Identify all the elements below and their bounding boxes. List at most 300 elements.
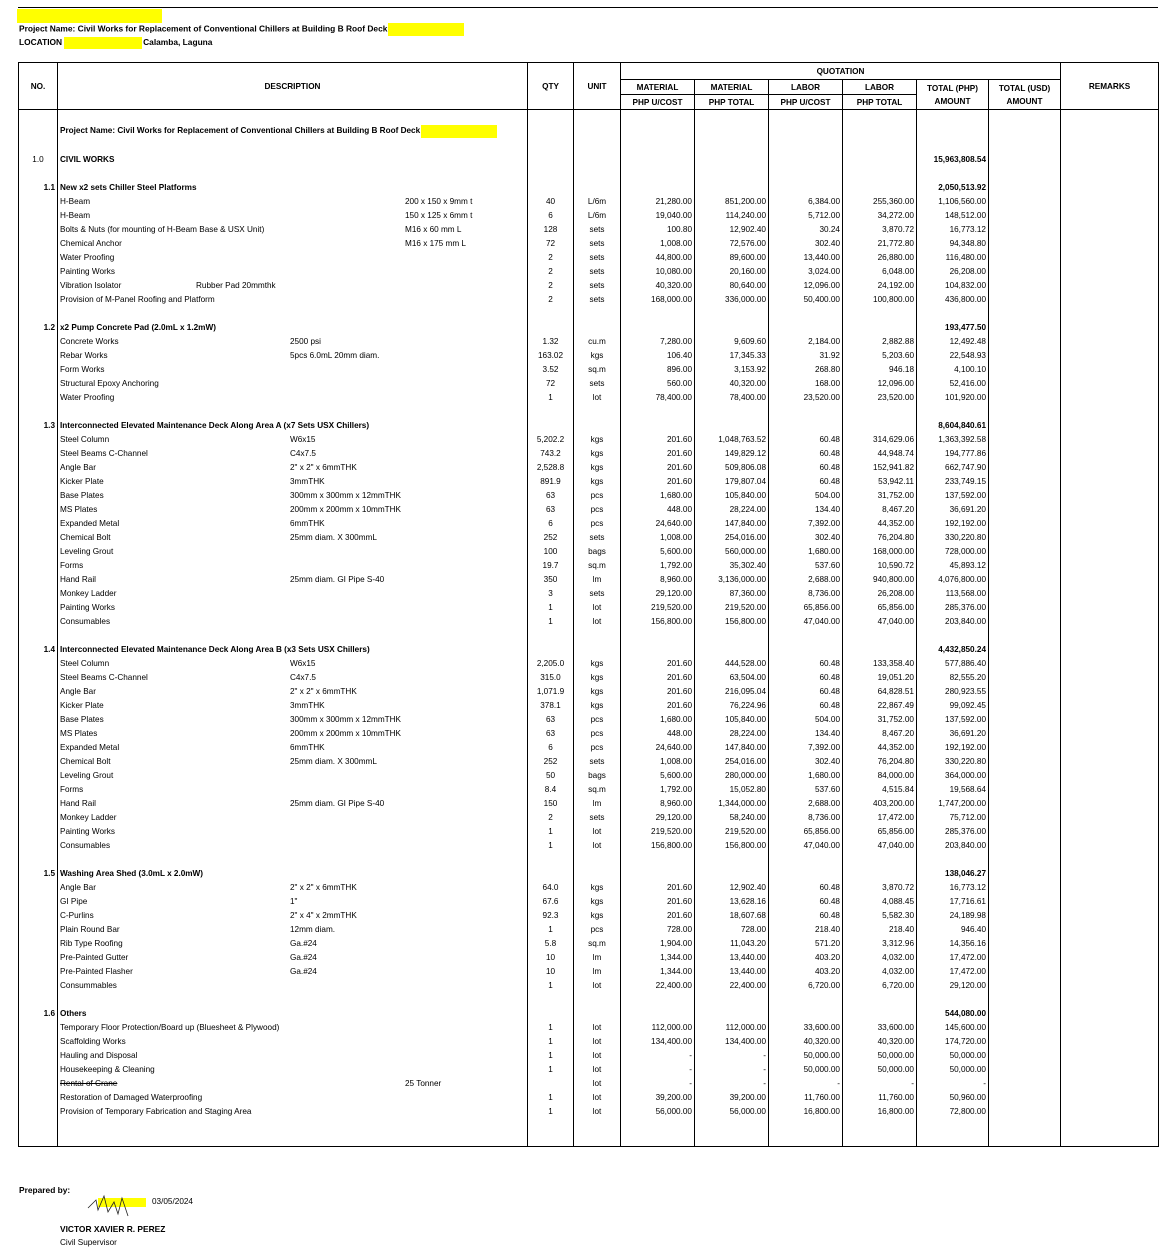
item-unit: pcs [574,726,621,740]
empty-cell [769,306,843,320]
material-unit-cost: - [621,1062,695,1076]
empty-cell [1061,1020,1159,1034]
item-description [58,334,528,348]
empty-cell [695,852,769,866]
empty-cell [1061,628,1159,642]
labor-total: 65,856.00 [843,824,917,838]
item-qty: 2,205.0 [528,656,574,670]
empty-cell [1061,194,1159,208]
item-spec: 200mm x 200mm x 10mmTHK [290,728,402,738]
item-unit: sets [574,236,621,250]
empty-cell [989,838,1061,852]
material-unit-cost: 1,680.00 [621,712,695,726]
item-spec: 25mm diam. X 300mmL [290,532,377,542]
material-unit-cost: 56,000.00 [621,1104,695,1118]
empty-cell [528,306,574,320]
item-unit: sq.m [574,558,621,572]
item-spec: 3mmTHK [290,476,325,486]
line-item-row [19,488,1159,502]
item-unit: lot [574,824,621,838]
item-description [58,978,528,992]
empty-cell [621,166,695,180]
empty-cell [528,320,574,334]
item-description-wrap [60,825,525,838]
item-total-php: 116,480.00 [917,250,989,264]
material-total: 560,000.00 [695,544,769,558]
material-total: - [695,1062,769,1076]
empty-cell [917,404,989,418]
line-item-row [19,782,1159,796]
col-material-ucost-header: MATERIAL [621,80,695,95]
redacted-highlight [64,37,142,49]
material-total: 728.00 [695,922,769,936]
labor-unit-cost: 47,040.00 [769,614,843,628]
col-material-total-header: MATERIAL [695,80,769,95]
labor-total: 8,467.20 [843,502,917,516]
item-description [58,222,528,236]
empty-cell [19,894,58,908]
item-description [58,908,528,922]
item-description [58,278,528,292]
item-unit: sets [574,278,621,292]
item-description [58,530,528,544]
item-description [58,250,528,264]
col-material-total-sub: PHP TOTAL [695,95,769,110]
empty-cell [528,1132,574,1147]
empty-cell [19,796,58,810]
line-item-row [19,768,1159,782]
empty-cell [843,852,917,866]
empty-cell [989,152,1061,166]
item-qty: 378.1 [528,698,574,712]
line-item-row [19,446,1159,460]
empty-cell [19,572,58,586]
item-unit: kgs [574,432,621,446]
spacer-row [19,138,1159,152]
line-item-row [19,726,1159,740]
labor-total: 12,096.00 [843,376,917,390]
labor-unit-cost: 571.20 [769,936,843,950]
header-row [19,63,1159,80]
item-qty: 63 [528,502,574,516]
labor-total: 50,000.00 [843,1062,917,1076]
item-qty: 891.9 [528,474,574,488]
empty-cell [843,1118,917,1132]
item-spec: 3mmTHK [290,700,325,710]
empty-cell [528,642,574,656]
item-unit: sets [574,810,621,824]
item-unit: lot [574,1034,621,1048]
line-item-row [19,922,1159,936]
material-total: 3,136,000.00 [695,572,769,586]
material-total: 12,902.40 [695,222,769,236]
item-name: Painting Works [60,826,115,836]
item-description-wrap [60,489,525,502]
item-spec: Rubber Pad 20mmthk [196,280,276,290]
item-spec: 5pcs 6.0mL 20mm diam. [290,350,380,360]
item-qty: 1 [528,824,574,838]
empty-cell [19,852,58,866]
item-name: Water Proofing [60,392,115,402]
empty-cell [1061,432,1159,446]
material-total: 216,095.04 [695,684,769,698]
material-total: 78,400.00 [695,390,769,404]
section-title: CIVIL WORKS [58,152,528,166]
labor-unit-cost: 60.48 [769,698,843,712]
item-unit: kgs [574,880,621,894]
empty-cell [19,166,58,180]
item-total-php: 16,773.12 [917,222,989,236]
item-description [58,446,528,460]
item-qty: 1.32 [528,334,574,348]
material-unit-cost: 201.60 [621,698,695,712]
item-total-php: 203,840.00 [917,838,989,852]
empty-cell [989,110,1061,125]
col-labor-ucost-sub: PHP U/COST [769,95,843,110]
empty-cell [695,152,769,166]
empty-cell [19,1132,58,1147]
item-spec: 2" x 2" x 6mmTHK [290,462,357,472]
item-qty: 2 [528,264,574,278]
item-total-php: - [917,1076,989,1090]
item-unit: sets [574,586,621,600]
labor-total: 33,600.00 [843,1020,917,1034]
preparer-title: Civil Supervisor [60,1238,117,1247]
item-qty [528,1076,574,1090]
item-qty: 100 [528,544,574,558]
empty-cell [989,502,1061,516]
empty-cell [19,1076,58,1090]
item-qty: 350 [528,572,574,586]
line-item-row [19,600,1159,614]
item-name: MS Plates [60,504,98,514]
empty-cell [58,1118,528,1132]
project-name-text: Project Name: Civil Works for Replacement of Conventional Chillers at Building B Roof Deck [60,126,421,136]
empty-cell [989,1020,1061,1034]
item-name: Rental of Crane [60,1078,118,1088]
item-description [58,964,528,978]
item-total-php: 29,120.00 [917,978,989,992]
empty-cell [1061,278,1159,292]
item-qty: 8.4 [528,782,574,796]
empty-cell [1061,1104,1159,1118]
item-description [58,390,528,404]
item-description-wrap [60,741,525,754]
line-item-row [19,740,1159,754]
item-unit: sets [574,754,621,768]
empty-cell [1061,768,1159,782]
item-name: Leveling Grout [60,546,114,556]
labor-total: 21,772.80 [843,236,917,250]
empty-cell [989,992,1061,1006]
item-total-php: 36,691.20 [917,502,989,516]
material-unit-cost: 112,000.00 [621,1020,695,1034]
labor-unit-cost: 65,856.00 [769,824,843,838]
labor-total: 4,032.00 [843,964,917,978]
labor-unit-cost: 50,000.00 [769,1048,843,1062]
item-description [58,656,528,670]
item-description [58,950,528,964]
item-total-php: 137,592.00 [917,488,989,502]
item-name: Steel Beams C-Channel [60,448,148,458]
item-unit: cu.m [574,334,621,348]
empty-cell [19,544,58,558]
labor-total: 47,040.00 [843,614,917,628]
item-name: Steel Column [60,658,110,668]
item-spec: M16 x 60 mm L [405,224,462,234]
empty-cell [1061,1118,1159,1132]
line-item-row [19,236,1159,250]
location-header [19,37,212,49]
total-usd-amount-label: AMOUNT [1006,96,1043,106]
empty-cell [843,152,917,166]
empty-cell [19,558,58,572]
line-item-row [19,614,1159,628]
line-item-row [19,1062,1159,1076]
item-description-wrap [60,937,525,950]
item-description-wrap [60,503,525,516]
item-unit: lm [574,796,621,810]
material-unit-cost: 5,600.00 [621,544,695,558]
empty-cell [989,376,1061,390]
empty-cell [621,866,695,880]
item-qty: 2 [528,292,574,306]
empty-cell [1061,264,1159,278]
material-unit-cost: 106.40 [621,348,695,362]
empty-cell [19,194,58,208]
item-description [58,712,528,726]
line-item-row [19,978,1159,992]
empty-cell [843,992,917,1006]
section-row [19,418,1159,432]
material-unit-cost: 448.00 [621,502,695,516]
section-row [19,642,1159,656]
empty-cell [19,600,58,614]
labor-unit-cost: 504.00 [769,712,843,726]
item-description [58,544,528,558]
labor-total: 65,856.00 [843,600,917,614]
labor-total: 940,800.00 [843,572,917,586]
material-unit-cost: 8,960.00 [621,796,695,810]
empty-cell [19,740,58,754]
item-description-wrap [60,265,525,278]
project-name-row [58,124,528,138]
item-total-php: 1,747,200.00 [917,796,989,810]
item-spec: 6mmTHK [290,742,325,752]
location-label: LOCATION [19,37,63,48]
line-item-row [19,208,1159,222]
empty-cell [1061,712,1159,726]
empty-cell [989,180,1061,194]
item-unit: L/6m [574,208,621,222]
col-quotation-header: QUOTATION [621,63,1061,80]
item-unit: lm [574,964,621,978]
material-unit-cost: 168,000.00 [621,292,695,306]
item-qty: 150 [528,796,574,810]
item-spec: Ga.#24 [290,966,317,976]
empty-cell [695,110,769,125]
item-name: Consumables [60,840,111,850]
material-unit-cost: 201.60 [621,894,695,908]
empty-cell [528,866,574,880]
empty-cell [1061,222,1159,236]
item-description-wrap [60,335,525,348]
empty-cell [1061,936,1159,950]
material-total: 56,000.00 [695,1104,769,1118]
empty-cell [989,684,1061,698]
empty-cell [695,306,769,320]
empty-cell [769,180,843,194]
item-qty: 1,071.9 [528,684,574,698]
item-qty: 1 [528,390,574,404]
material-total: 15,052.80 [695,782,769,796]
item-description-wrap [60,951,525,964]
section-no: 1.2 [19,320,58,334]
line-item-row [19,712,1159,726]
labor-total: - [843,1076,917,1090]
line-item-row [19,264,1159,278]
empty-cell [19,614,58,628]
empty-cell [1061,376,1159,390]
empty-cell [621,418,695,432]
item-total-php: 14,356.16 [917,936,989,950]
empty-cell [19,670,58,684]
empty-cell [19,1062,58,1076]
empty-cell [989,194,1061,208]
item-total-php: 174,720.00 [917,1034,989,1048]
total-usd-label: TOTAL (USD) [998,83,1051,93]
empty-cell [1061,250,1159,264]
labor-total: 4,088.45 [843,894,917,908]
labor-total: 24,192.00 [843,278,917,292]
empty-cell [19,474,58,488]
line-item-row [19,278,1159,292]
empty-cell [19,1090,58,1104]
item-description-wrap [60,965,525,978]
item-description [58,1020,528,1034]
empty-cell [1061,1034,1159,1048]
item-spec: 200mm x 200mm x 10mmTHK [290,504,402,514]
item-description-wrap [60,1049,525,1062]
empty-cell [989,824,1061,838]
empty-cell [917,1132,989,1147]
material-total: 280,000.00 [695,768,769,782]
labor-unit-cost: 268.80 [769,362,843,376]
empty-cell [989,1104,1061,1118]
item-description-wrap [60,1035,525,1048]
item-total-php: 285,376.00 [917,824,989,838]
item-name: Hand Rail [60,798,96,808]
item-description [58,796,528,810]
item-unit: pcs [574,488,621,502]
labor-unit-cost: 168.00 [769,376,843,390]
empty-cell [58,1132,528,1147]
empty-cell [769,152,843,166]
item-total-php: 12,492.48 [917,334,989,348]
empty-cell [989,1090,1061,1104]
empty-cell [19,838,58,852]
item-spec: Ga.#24 [290,938,317,948]
material-total: 3,153.92 [695,362,769,376]
item-total-php: 19,568.64 [917,782,989,796]
labor-total: 47,040.00 [843,838,917,852]
empty-cell [1061,992,1159,1006]
section-total: 8,604,840.61 [917,418,989,432]
empty-cell [19,278,58,292]
labor-total: 44,352.00 [843,516,917,530]
item-name: Provision of M-Panel Roofing and Platform [60,294,215,304]
item-qty: 743.2 [528,446,574,460]
labor-unit-cost: - [769,1076,843,1090]
item-spec: 25mm diam. GI Pipe S-40 [290,574,385,584]
material-unit-cost: 1,008.00 [621,754,695,768]
item-description-wrap [60,1091,525,1104]
item-name: Plain Round Bar [60,924,120,934]
item-description-wrap [60,559,525,572]
item-spec: C4x7.5 [290,448,316,458]
empty-cell [19,334,58,348]
empty-cell [1061,698,1159,712]
empty-cell [621,628,695,642]
material-total: 40,320.00 [695,376,769,390]
empty-cell [528,152,574,166]
item-description-wrap [60,699,525,712]
preparer-name: VICTOR XAVIER R. PEREZ [60,1224,166,1234]
labor-total: 17,472.00 [843,810,917,824]
material-unit-cost: 78,400.00 [621,390,695,404]
empty-cell [989,404,1061,418]
item-description-wrap [60,839,525,852]
empty-cell [695,1132,769,1147]
item-total-php: 24,189.98 [917,908,989,922]
empty-cell [528,124,574,138]
empty-cell [843,138,917,152]
material-total: 35,302.40 [695,558,769,572]
empty-cell [1061,740,1159,754]
item-name: GI Pipe [60,896,88,906]
material-total: 13,440.00 [695,950,769,964]
item-unit: kgs [574,348,621,362]
empty-cell [989,922,1061,936]
empty-cell [19,1118,58,1132]
item-description [58,474,528,488]
labor-unit-cost: 60.48 [769,432,843,446]
material-unit-cost: 896.00 [621,362,695,376]
empty-cell [19,810,58,824]
empty-cell [19,754,58,768]
empty-cell [58,852,528,866]
item-unit: lm [574,950,621,964]
item-total-php: 36,691.20 [917,726,989,740]
item-qty: 50 [528,768,574,782]
item-name: H-Beam [60,196,91,206]
labor-unit-cost: 65,856.00 [769,600,843,614]
empty-cell [1061,894,1159,908]
item-description-wrap [60,251,525,264]
empty-cell [19,250,58,264]
empty-cell [1061,236,1159,250]
item-qty: 2 [528,250,574,264]
item-spec: 300mm x 300mm x 12mmTHK [290,714,402,724]
line-item-row [19,334,1159,348]
project-row [19,124,1159,138]
empty-cell [19,936,58,950]
empty-cell [989,880,1061,894]
item-name: Consummables [60,980,117,990]
item-qty: 19.7 [528,558,574,572]
spacer-row [19,110,1159,125]
empty-cell [1061,292,1159,306]
